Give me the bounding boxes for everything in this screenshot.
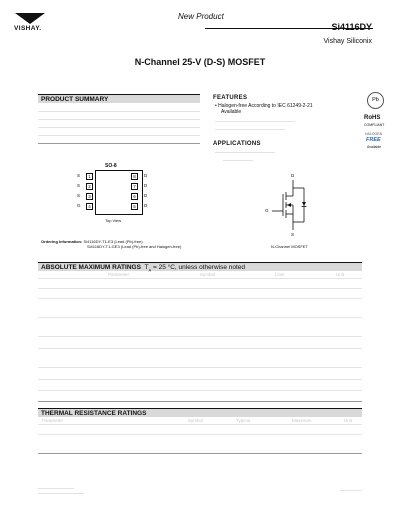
part-number: Si4116DY [331, 22, 372, 32]
pin-label-7: D [144, 183, 148, 188]
pin-7: 7 [131, 183, 138, 190]
thermal-heading: THERMAL RESISTANCE RATINGS [38, 408, 362, 417]
ordering-label: Ordering Information: [41, 239, 83, 244]
pin-label-8: D [144, 173, 148, 178]
symbol-caption: N-Channel MOSFET [271, 244, 308, 249]
abs-max-header-row [38, 271, 362, 278]
col-unit: Unit [344, 418, 353, 423]
bullet-icon: • [215, 103, 219, 109]
symbol-source-label: S [291, 232, 295, 237]
document-title: N-Channel 25-V (D-S) MOSFET [134, 57, 266, 67]
n-channel-mosfet-symbol-icon [262, 172, 322, 238]
features-heading: FEATURES [213, 95, 248, 101]
pin-2: 2 [86, 183, 93, 190]
product-summary-section [38, 94, 200, 144]
product-summary-heading: PRODUCT SUMMARY [38, 94, 200, 103]
pin-label-5: D [144, 203, 148, 208]
rohs-label: RoHS [364, 115, 381, 121]
company-name: Vishay Siliconix [323, 38, 372, 45]
col-maximum: Maximum [292, 418, 312, 423]
pin-label-2: S [77, 183, 81, 188]
col-typical: Typical [236, 418, 251, 423]
col-parameter: Parameter [108, 272, 130, 277]
new-product-label: New Product [178, 12, 224, 21]
pin-label-6: D [144, 193, 148, 198]
pin-4: 4 [86, 203, 93, 210]
symbol-gate-label: G [265, 208, 269, 213]
col-limit: Limit [275, 272, 285, 277]
ordering-line-1: Si4116DY-T1-E3 (Lead (Pb)-free) [83, 239, 143, 244]
symbol-drain-label: D [291, 173, 295, 178]
compliant-label: COMPLIANT [364, 123, 385, 127]
abs-max-section [38, 262, 362, 402]
pin-label-4: G [77, 203, 81, 208]
col-symbol: Symbol [188, 418, 204, 423]
ordering-line-2: Si4116DY-T1-GE3 (Lead (Pb)-free and Halogen-free) [87, 244, 182, 249]
vishay-logo [14, 13, 46, 33]
pin-3: 3 [86, 193, 93, 200]
pb-free-icon: Pb [367, 92, 384, 109]
pin-6: 6 [131, 193, 138, 200]
applications-heading: APPLICATIONS [213, 141, 261, 147]
feature-item: • Halogen-free According to IEC 61249-2-21 [215, 103, 313, 109]
package-caption: Top View [105, 218, 122, 223]
pin-8: 8 [131, 173, 138, 180]
pin-label-3: S [77, 193, 81, 198]
col-parameter: Parameter [42, 418, 64, 423]
feature-item-cont: Available [221, 109, 242, 115]
pin-5: 5 [131, 203, 138, 210]
thermal-section [38, 408, 362, 454]
free-label: FREE [366, 137, 381, 143]
thermal-header-row [38, 417, 362, 424]
col-unit: Unit [336, 272, 345, 277]
pin-label-1: S [77, 173, 81, 178]
package-name: SO-8 [105, 163, 117, 169]
pin-1: 1 [86, 173, 93, 180]
available-label: Available [367, 145, 382, 149]
logo-triangle-icon [15, 13, 45, 24]
col-symbol: Symbol [200, 272, 216, 277]
halogen-label: HALOGEN [365, 132, 383, 136]
logo-text: VISHAY. [14, 25, 42, 32]
abs-max-heading: ABSOLUTE MAXIMUM RATINGS $T_A = 25$ °C, unless otherwise noted [38, 262, 362, 271]
